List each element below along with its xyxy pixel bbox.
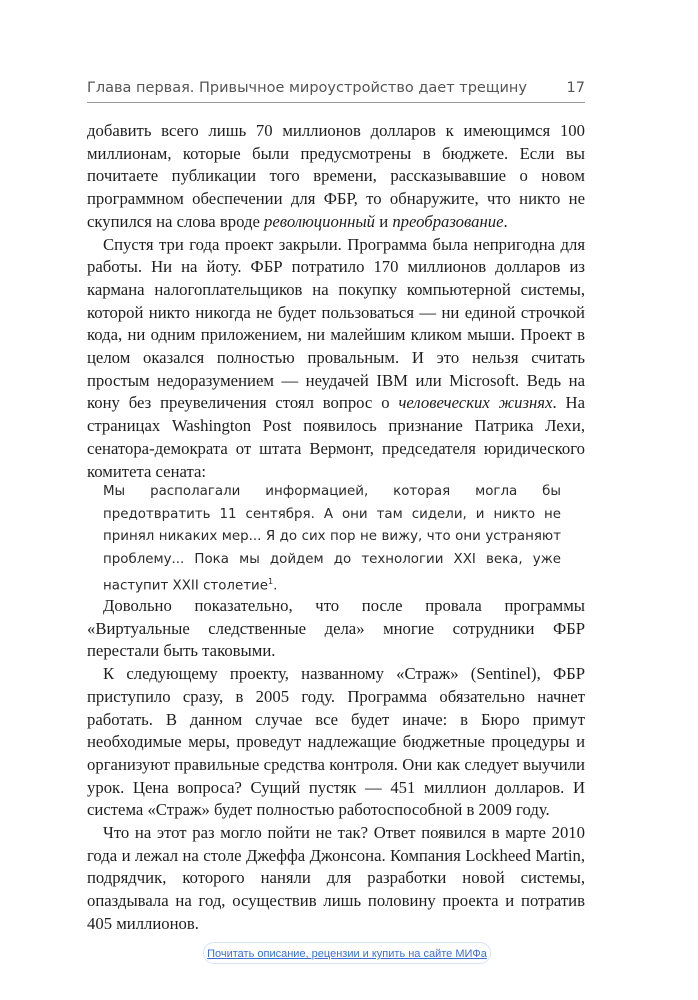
body-text-top: [87, 120, 585, 483]
footnote-marker[interactable]: 1: [267, 577, 274, 586]
quote-end-period: .: [273, 578, 278, 594]
paragraph-2: [87, 234, 585, 484]
paragraph-4: К следующему проекту, названному «Страж» (Sentinel), ФБР приступило сразу, в 2005 году. Программа обязательно начнет работать. В данном случае все будет иначе: в Бюро примут необходимые меры, проведут надлежащие бюджетные процедуры и организуют правильные средства контроля. Они как следует выучили урок. Цена вопроса? Сущий пустяк — 451 миллион долларов. И система «Страж» будет полностью работоспособной в 2009 году.: [87, 664, 585, 820]
chapter-title: Глава первая. Привычное мироустройство дает трещину: [87, 80, 527, 96]
paragraph-1-text: добавить всего лишь 70 миллионов долларов к имеющимся 100 миллионам, которые были предусмотрены в бюджете. Если вы почитаете публикации того времени, рассказывавшие о новом программном обеспечении для ФБР, то обнаружите, что никто не скупился на слова вроде: [87, 121, 585, 231]
paragraph-1: [87, 120, 585, 234]
block-quote: [103, 481, 561, 598]
paragraph-3: Довольно показательно, что после провала программы «Виртуальные следственные дела» многие сотрудники ФБР перестали быть таковыми.: [87, 596, 585, 661]
paragraph-5: Что на этот раз могло пойти не так? Ответ появился в марте 2010 года и лежал на столе Джеффа Джонсона. Компания Lockheed Martin, подрядчик, которого наняли для разработки новой системы, опаздывала на год, осуществив лишь половину проекта и потратив 405 миллионов.: [87, 823, 585, 933]
paragraph-2-text-end: . На страницах Washington Post появилось признание Патрика Лехи, сенатора-демократа от штата Вермонт, председателя юридического комитета сената:: [87, 393, 585, 481]
italic-term-transformation: преобразование: [392, 211, 504, 231]
paragraph-1-conjunction: и: [375, 211, 393, 231]
quote-text: Мы располагали информацией, которая могла бы предотвратить 11 сентября. А они там сидели, и никто не принял никаких мер... Я до сих пор не вижу, что они устраняют проблему... Пока мы дойдем до технологии XXI века, уже наступит XXII столетие: [103, 484, 561, 594]
paragraph-2-text: Спустя три года проект закрыли. Программа была непригодна для работы. Ни на йоту. ФБР потратило 170 миллионов долларов из кармана налогоплательщиков на покупку компьютерной системы, которой никто никогда не будет пользоваться — ни единой строчкой кода, ни одним приложением, ни малейшим кликом мыши. Проект в целом оказался полностью провальным. И это нельзя считать простым недоразумением — неудачей IBM или Microsoft. Ведь на кону без преувеличения стоял вопрос о: [87, 234, 585, 413]
italic-term-revolutionary: революционный: [264, 211, 376, 231]
body-text-bottom: [87, 595, 585, 936]
running-header: [87, 76, 585, 103]
paragraph-1-end: .: [503, 211, 508, 231]
page-number: 17: [566, 80, 585, 96]
buy-on-mif-link[interactable]: Почитать описание, рецензии и купить на сайте МИФа: [203, 942, 491, 964]
italic-term-human-lives: человеческих жизнях: [398, 393, 553, 413]
